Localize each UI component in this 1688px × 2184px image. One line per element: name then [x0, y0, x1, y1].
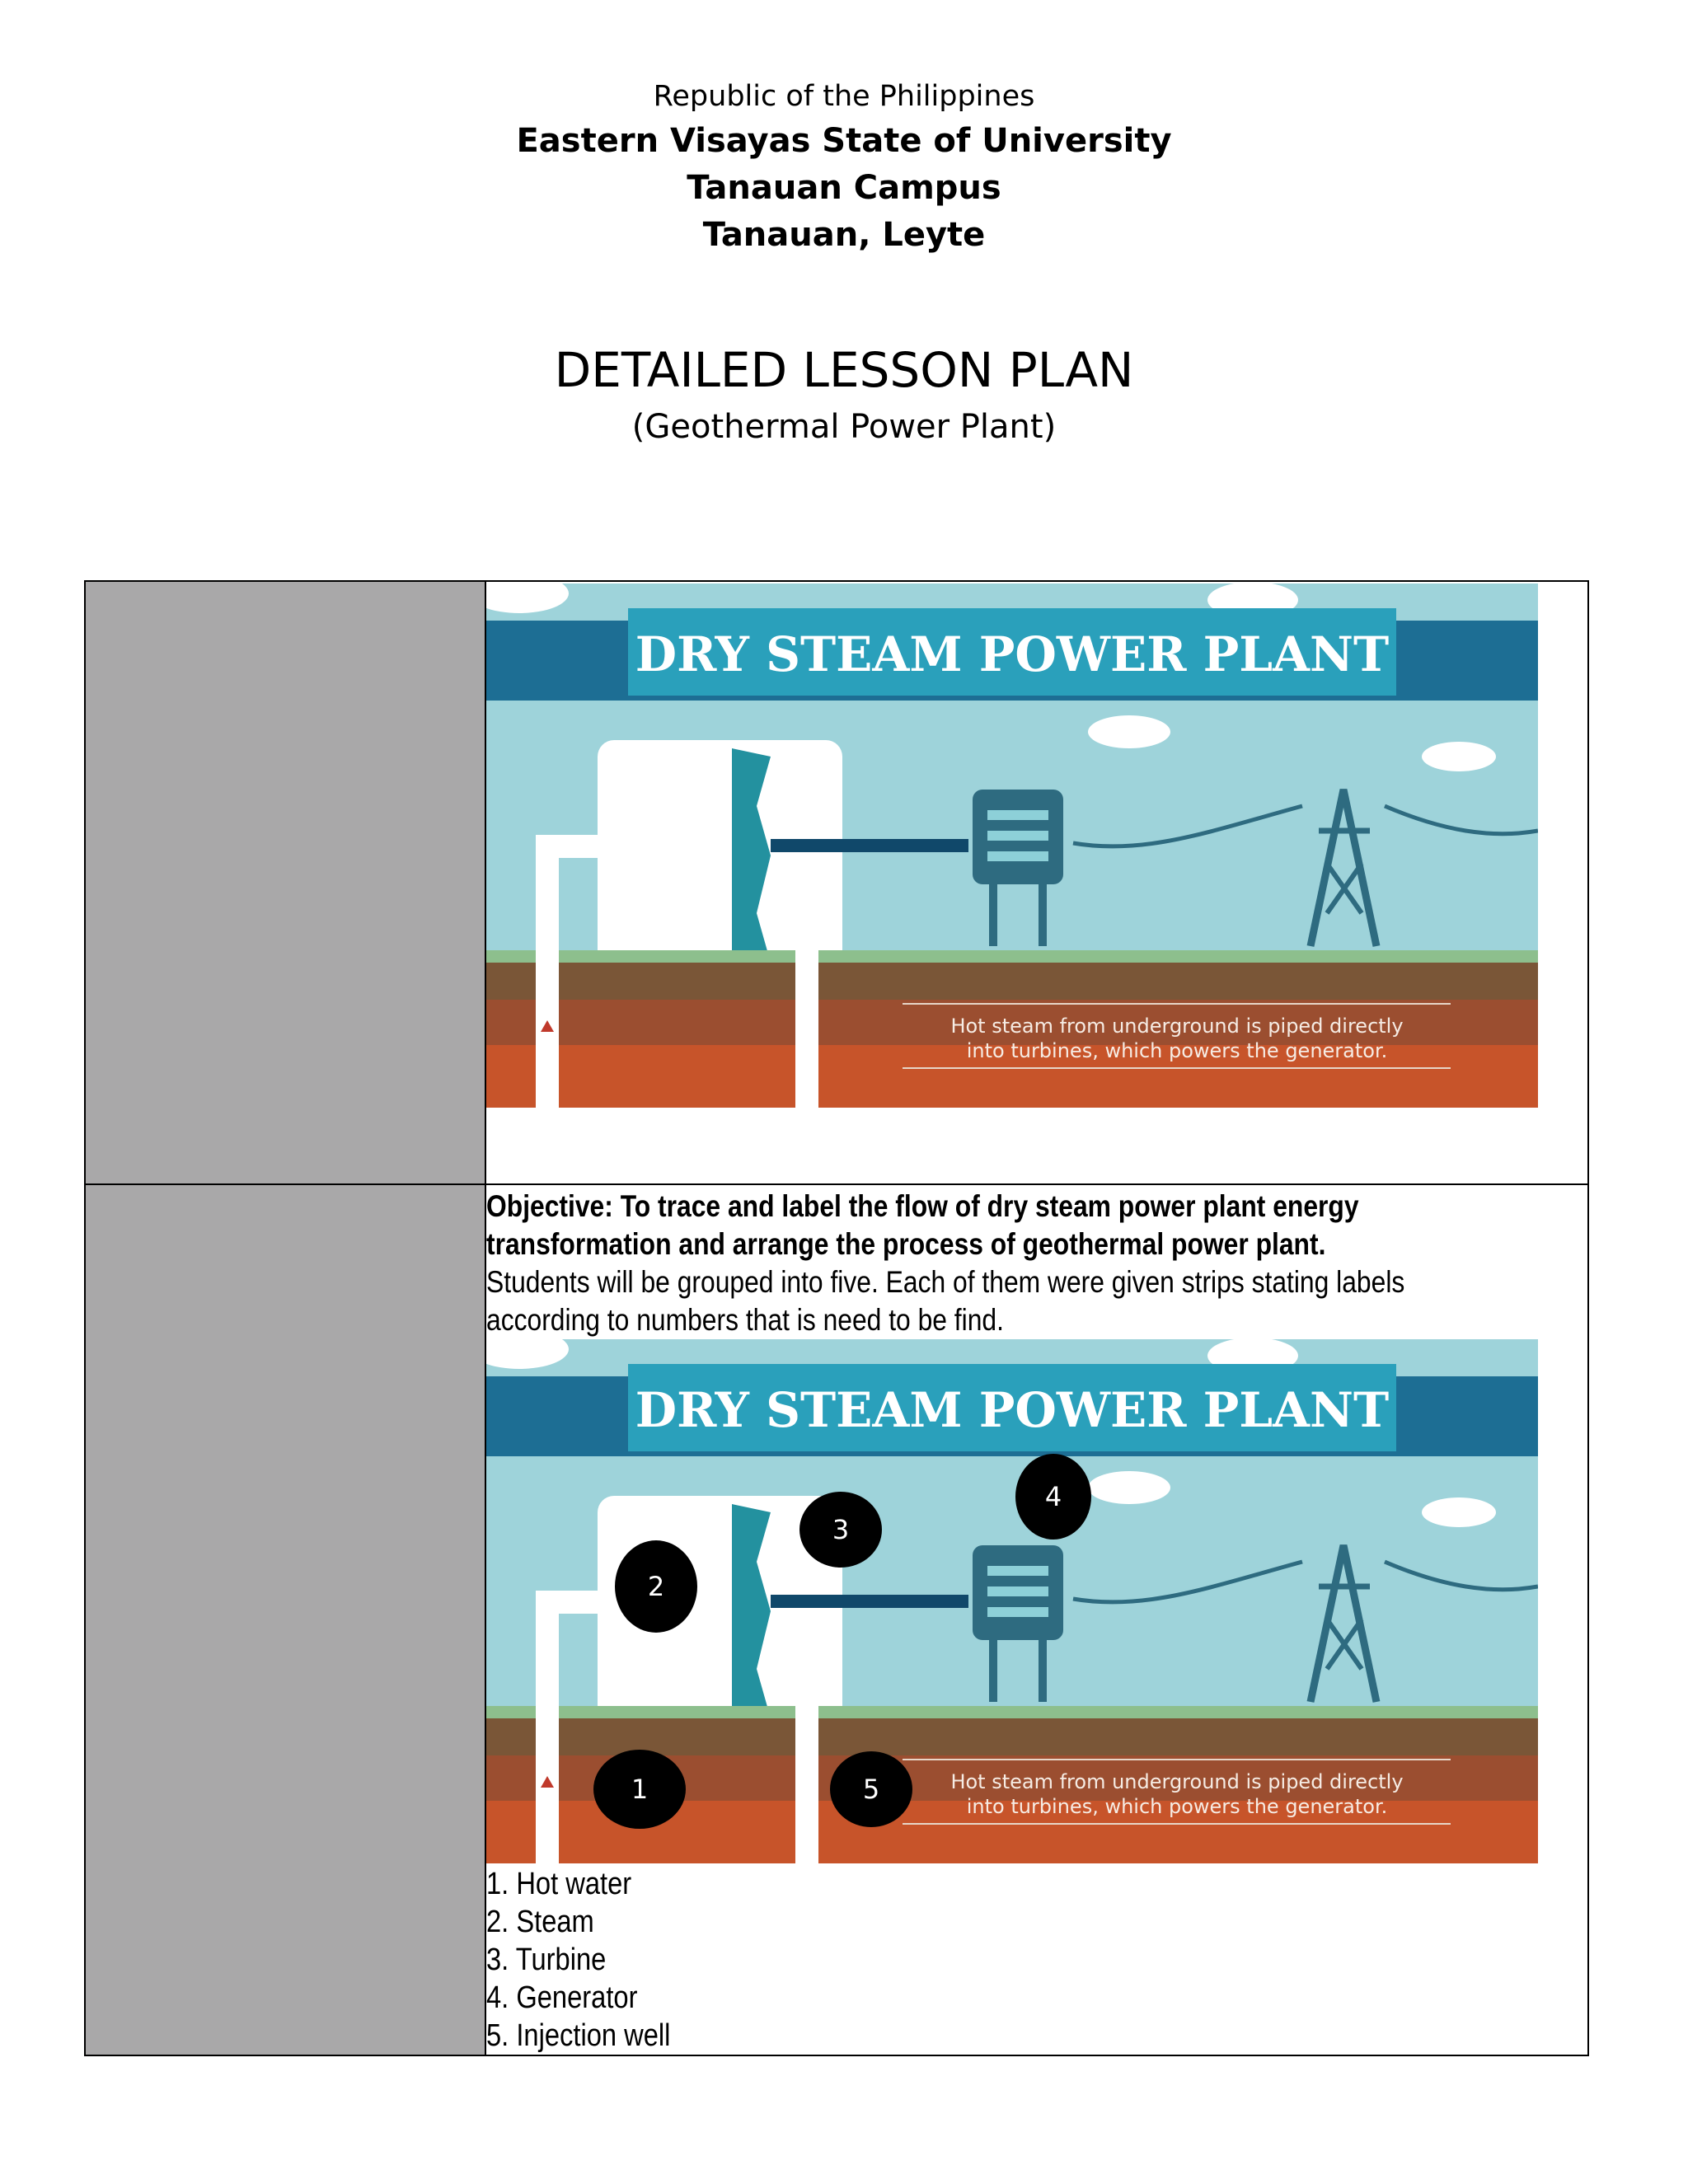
- objective-line-2: transformation and arrange the process of geothermal power plant.: [486, 1227, 1326, 1261]
- list-item: 5. Injection well: [486, 2018, 671, 2053]
- university-heading: Eastern Visayas State of University: [516, 122, 1172, 160]
- list-item: 3. Turbine: [486, 1943, 607, 1977]
- objective-line-1: Objective: To trace and label the flow of dry steam power plant energy: [486, 1189, 1359, 1223]
- campus-heading: Tanauan Campus: [687, 169, 1001, 207]
- marker-3-label: 3: [832, 1514, 850, 1545]
- dry-steam-diagram-labeled: [486, 1339, 1538, 1863]
- marker-5: [830, 1751, 912, 1827]
- table-row: [85, 1184, 1588, 2055]
- label-list: [486, 1865, 1587, 2055]
- list-item: 4. Generator: [486, 1980, 638, 2015]
- location-heading: Tanauan, Leyte: [702, 216, 986, 254]
- marker-3: [799, 1492, 882, 1568]
- marker-1-label: 1: [631, 1774, 649, 1805]
- diagram-cell: [485, 581, 1588, 1184]
- marker-1: [593, 1750, 686, 1829]
- instruction-line-2: according to numbers that is need to be find.: [486, 1303, 1004, 1337]
- document-subtitle: (Geothermal Power Plant): [631, 408, 1057, 446]
- gray-label-cell: [85, 581, 485, 1184]
- diagram-caption-line2: into turbines, which powers the generator.: [966, 1039, 1388, 1062]
- marker-2: [615, 1540, 697, 1633]
- diagram-caption-line1: Hot steam from underground is piped directly: [950, 1015, 1404, 1038]
- table-row: [85, 581, 1588, 1184]
- gray-label-cell: [85, 1184, 485, 2055]
- document-title: DETAILED LESSON PLAN: [554, 342, 1134, 398]
- marker-4: [1015, 1454, 1091, 1540]
- list-item: 1. Hot water: [486, 1867, 632, 1901]
- diagram-banner-text: DRY STEAM POWER PLANT: [635, 1382, 1390, 1438]
- list-item: 2. Steam: [486, 1905, 594, 1939]
- diagram-banner-text: DRY STEAM POWER PLANT: [635, 626, 1390, 682]
- marker-5-label: 5: [862, 1774, 880, 1805]
- diagram-caption-line1: Hot steam from underground is piped directly: [950, 1770, 1404, 1793]
- dry-steam-diagram: [486, 583, 1538, 1108]
- diagram-caption-line2: into turbines, which powers the generator.: [966, 1795, 1388, 1818]
- marker-4-label: 4: [1044, 1481, 1062, 1512]
- marker-2-label: 2: [647, 1571, 665, 1602]
- lesson-plan-table: [84, 580, 1589, 2056]
- republic-heading: Republic of the Philippines: [653, 80, 1035, 113]
- objective-block: [486, 1185, 1587, 1339]
- activity-cell: [485, 1184, 1588, 2055]
- instruction-line-1: Students will be grouped into five. Each of them were given strips stating labels: [486, 1265, 1405, 1299]
